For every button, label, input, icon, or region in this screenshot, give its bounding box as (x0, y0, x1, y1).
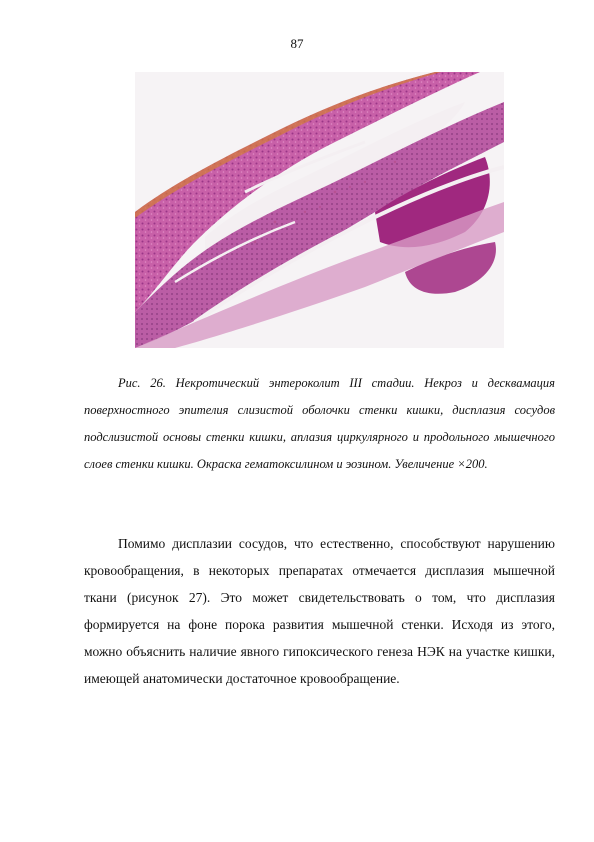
figure-caption (84, 370, 555, 478)
page-number: 87 (290, 36, 304, 51)
paragraph-text: Помимо дисплазии сосудов, что естественно, способствуют нарушению кровообращения, в некоторых препаратах отмечается дисплазия мышечной ткани (рисунок 27). Это может свидетельствовать о том, что дисплазия формируется на фоне порока развития мышечной стенки. Исходя из этого, можно объяснить наличие явного гипоксического генеза НЭК на участке кишки, имеющей анатомически достаточное кровообращение. (84, 536, 555, 686)
caption-text: Рис. 26. Некротический энтероколит III стадии. Некроз и десквамация поверхностного эпителия слизистой оболочки стенки кишки, дисплазия сосудов подслизистой основы стенки кишки, аплазия циркулярного и продольного мышечного слоев стенки кишки. Окраска гематоксилином и эозином. Увеличение ×200. (84, 376, 555, 471)
histology-figure (135, 72, 504, 348)
histology-micrograph-icon (135, 72, 504, 348)
body-paragraph (84, 530, 555, 692)
